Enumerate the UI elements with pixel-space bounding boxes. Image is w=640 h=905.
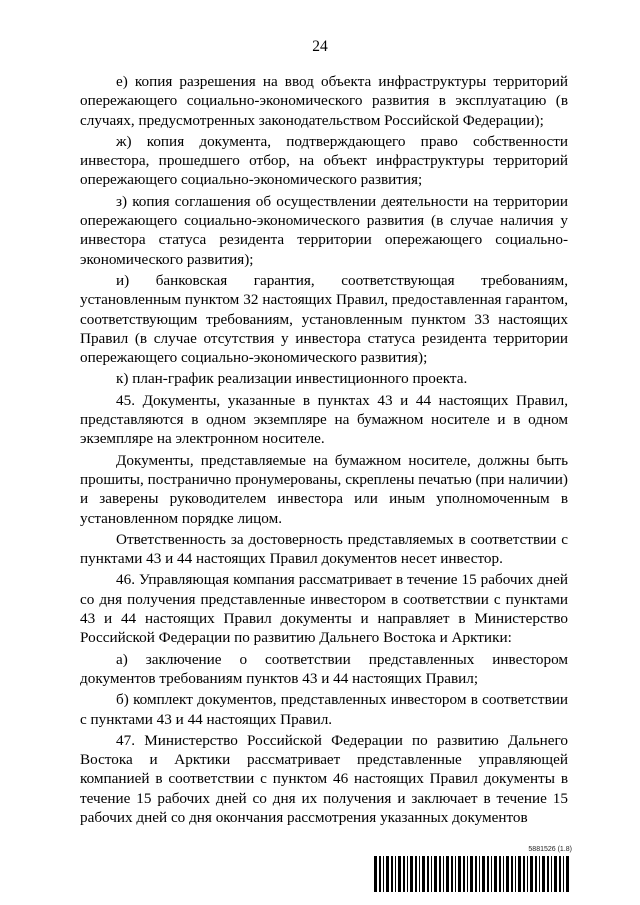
paragraph-clause-45-responsibility: Ответственность за достоверность представляемых в соответствии с пунктами 43 и 44 настоящих Правил документов несет инвестор. [80,530,568,568]
paragraph-clause-45: 45. Документы, указанные в пунктах 43 и 44 настоящих Правил, представляются в одном экземпляре на бумажном носителе и в одном экземпляре на электронном носителе. [80,391,568,448]
barcode-block [372,846,572,896]
paragraph-item-z: з) копия соглашения об осуществлении деятельности на территории опережающего социально-экономического развития (в случае наличия у инвестора статуса резидента территории опережающего социально-экономического развития); [80,192,568,268]
paragraph-item-e: е) копия разрешения на ввод объекта инфраструктуры территорий опережающего социально-экономического развития в эксплуатацию (в случаях, предусмотренных законодательством Российской Федерации); [80,73,568,129]
paragraph-clause-46: 46. Управляющая компания рассматривает в течение 15 рабочих дней со дня получения представленные инвестором в соответствии с пунктами 43 и 44 настоящих Правил документы и направляет в Министерство Российской Федерации по развитию Дальнего Востока и Арктики: [80,571,568,647]
document-body [80,72,568,828]
paragraph-clause-47: 47. Министерство Российской Федерации по развитию Дальнего Востока и Арктики рассматривает представленные управляющей компанией в соответствии с пунктом 46 настоящих Правил документы в течение 15 рабочих дней со дня их получения и заключает в течение 15 рабочих дней со дня окончания рассмотрения указанных документов [80,731,568,826]
paragraph-clause-46-b: б) комплект документов, представленных инвестором в соответствии с пунктами 43 и 44 настоящих Правил. [80,691,568,728]
paragraph-item-i: и) банковская гарантия, соответствующая требованиям, установленным пунктом 32 настоящих Правил, предоставленная гарантом, соответствующим требованиям, установленным пунктом 33 настоящих Правил (в случае отсутствия у инвестора статуса резидента территории опережающего социально-экономического развития); [80,271,568,367]
paragraph-clause-46-a: а) заключение о соответствии представленных инвестором документов требованиям пунктов 43 и 44 настоящих Правил; [80,650,568,687]
paragraph-item-k: к) план-график реализации инвестиционного проекта. [116,370,468,388]
paragraph-clause-45-paper: Документы, представляемые на бумажном носителе, должны быть прошиты, постранично пронумерованы, скреплены печатью (при наличии) и заверены руководителем инвестора или иным уполномоченным в установленном порядке лицом. [80,451,568,527]
paragraph-item-zh: ж) копия документа, подтверждающего право собственности инвестора, прошедшего отбор, на объект инфраструктуры территорий опережающего социально-экономического развития; [80,132,568,189]
barcode-icon [374,856,570,892]
page-number: 24 [312,38,328,55]
barcode-caption: 5881526 (1.8) [528,846,572,853]
